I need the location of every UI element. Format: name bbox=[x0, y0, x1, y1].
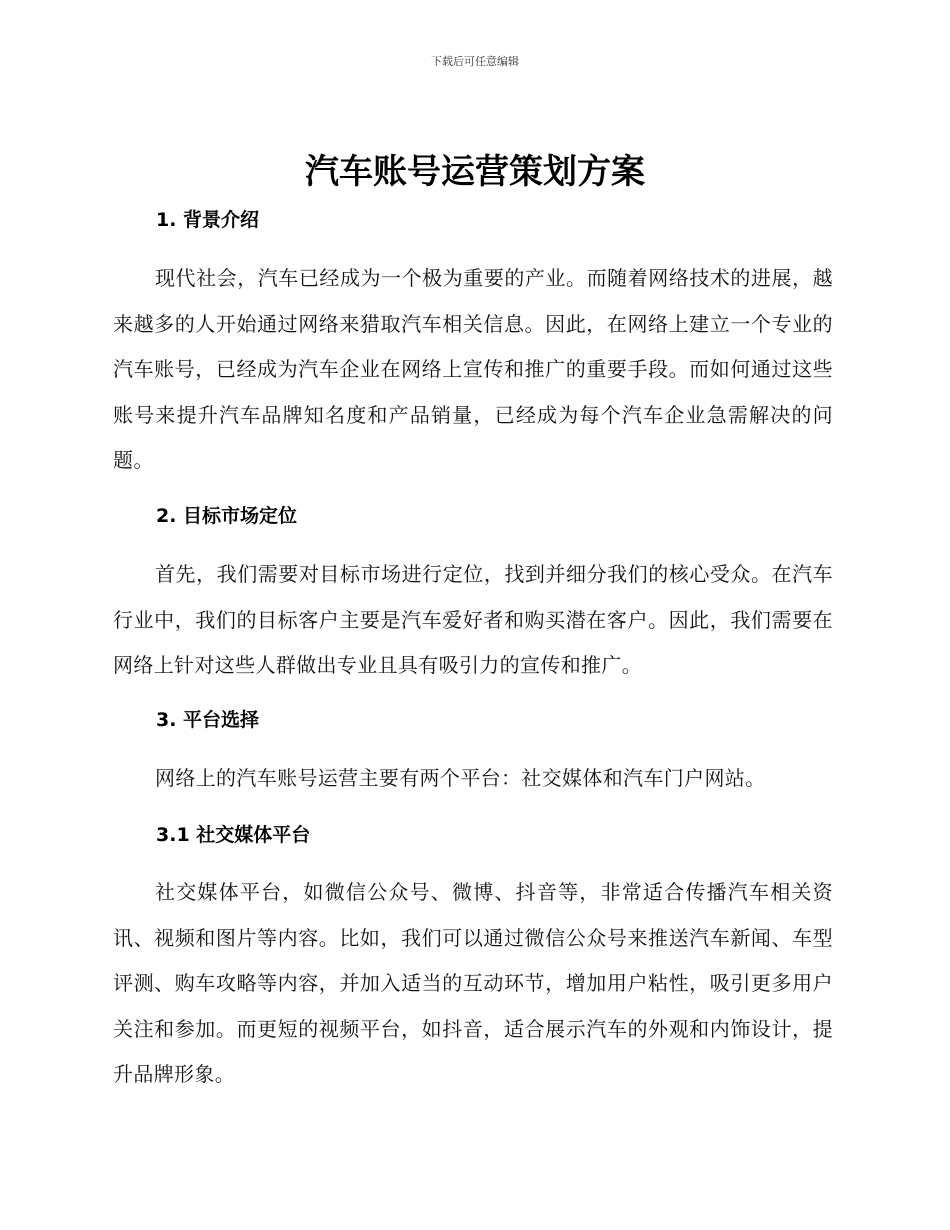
section-heading-platform-choice: 3. 平台选择 bbox=[156, 709, 260, 731]
page-header-note: 下载后可任意编辑 bbox=[431, 55, 519, 68]
section-heading-social-media: 3.1 社交媒体平台 bbox=[156, 824, 311, 846]
paragraph-platform-choice: 网络上的汽车账号运营主要有两个平台：社交媒体和汽车门户网站。 bbox=[155, 766, 766, 790]
section-heading-background: 1. 背景介绍 bbox=[156, 209, 260, 231]
paragraph-target-market: 首先，我们需要对目标市场进行定位，找到并细分我们的核心受众。在汽车行业中，我们的目标客户主要是汽车爱好者和购买潜在客户。因此，我们需要在网络上针对这些人群做出专业且具有吸引力的宣传和推广。 bbox=[113, 562, 833, 677]
document-title: 汽车账号运营策划方案 bbox=[305, 152, 645, 192]
section-heading-target-market: 2. 目标市场定位 bbox=[156, 505, 298, 527]
paragraph-background: 现代社会，汽车已经成为一个极为重要的产业。而随着网络技术的进展，越来越多的人开始通过网络来猎取汽车相关信息。因此，在网络上建立一个专业的汽车账号，已经成为汽车企业在网络上宣传和推广的重要手段。而如何通过这些账号来提升汽车品牌知名度和产品销量，已经成为每个汽车企业急需解决的问题。 bbox=[113, 266, 833, 472]
paragraph-social-media: 社交媒体平台，如微信公众号、微博、抖音等，非常适合传播汽车相关资讯、视频和图片等内容。比如，我们可以通过微信公众号来推送汽车新闻、车型评测、购车攻略等内容，并加入适当的互动环节，增加用户粘性，吸引更多用户关注和参加。而更短的视频平台，如抖音，适合展示汽车的外观和内饰设计，提升品牌形象。 bbox=[113, 880, 833, 1086]
